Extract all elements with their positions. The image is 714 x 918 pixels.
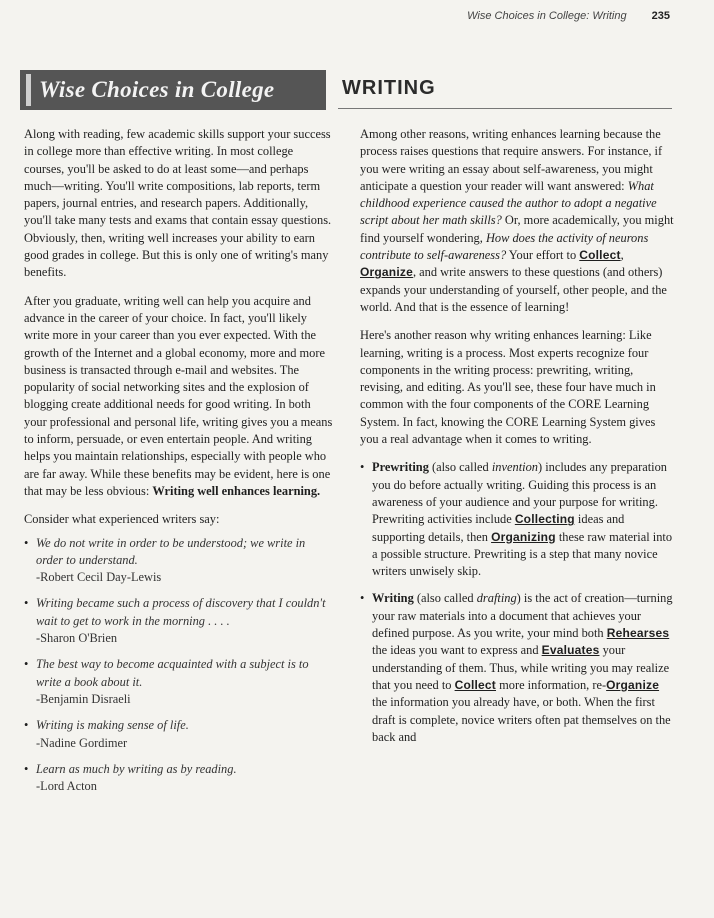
- core-term-organize: [360, 265, 413, 279]
- example-question: How does the activity of neurons contribute to self-awareness?: [360, 230, 649, 263]
- step-text: ) is the act of creation—turning your raw materials into a document that achieves your defined purpose. As you write, your mind both: [372, 591, 673, 641]
- example-question: What childhood experience caused the author to adopt a negative script about her math skills?: [360, 178, 657, 228]
- paragraph: Here's another reason why writing enhances learning: Like learning, writing is a process. Most experts recognize four components in the writing process: prewriting, writing, revising, and editing. As you'll see, these four have much in common with the four components of the CORE Learning System. In fact, knowing the CORE Learning System gives you a real advantage when it comes to writing.: [360, 328, 656, 447]
- step-term: Writing: [372, 591, 414, 606]
- step-text: (also called: [428, 460, 492, 475]
- right-column: [360, 126, 676, 756]
- banner-label: Wise Choices in College: [39, 77, 275, 102]
- quote-item: [24, 535, 334, 587]
- quote-author: -Benjamin Disraeli: [36, 691, 131, 706]
- core-term-rehearses: [607, 626, 670, 640]
- quote-text: • Learn as much by writing as by reading.: [36, 761, 237, 776]
- core-term-text: Collecting: [514, 512, 575, 527]
- core-term-collect: [455, 678, 496, 692]
- step-alt-term: invention: [491, 460, 538, 475]
- core-term-collecting: [515, 512, 575, 526]
- paragraph: Along with reading, few academic skills support your success in college more than effective writing. In most college courses, you'll be asked to do at least some—and perhaps much—writing. You'll write compositions, lab reports, term papers, journal entries, and research papers. Additionally, you'll take many tests and exams that contain essay questions. Obviously, then, writing well increases your ability to earn good grades in college. But this is only one of writing's many benefits.: [24, 127, 332, 280]
- running-head: [467, 10, 670, 22]
- quote-text: • Writing became such a process of discovery that I couldn't wait to get to work in the morning . . . .: [36, 596, 326, 628]
- core-term-organize: [606, 678, 659, 692]
- step-alt-term: drafting: [476, 591, 517, 606]
- banner-rule: [338, 108, 672, 109]
- banner-box: [20, 70, 326, 110]
- step-text: your understanding of them. Thus, while writing you may realize that you need to: [372, 643, 670, 692]
- quote-text: • The best way to become acquainted with a subject is to write a book about it.: [36, 657, 309, 689]
- step-text: more information, re-: [496, 677, 607, 692]
- quote-text: • Writing is making sense of life.: [36, 718, 189, 733]
- core-term-text: Rehearses: [606, 626, 670, 641]
- paragraph-text: Your effort to: [506, 248, 580, 263]
- core-term-collect: [579, 248, 620, 262]
- core-term-organizing: [491, 530, 556, 544]
- core-term-text: Organize: [606, 677, 660, 692]
- step-text: the ideas you want to express and: [372, 643, 542, 658]
- quote-item: [24, 761, 334, 796]
- quote-list: [24, 535, 334, 796]
- step-text: (also called: [413, 591, 477, 606]
- banner-topic: WRITING: [342, 77, 436, 99]
- core-term-text: Collect: [454, 677, 497, 692]
- paragraph: Consider what experienced writers say:: [24, 512, 220, 527]
- paragraph: [24, 293, 334, 501]
- running-title: Wise Choices in College: Writing: [467, 10, 627, 22]
- step-item-writing: [360, 590, 676, 746]
- quote-item: [24, 656, 334, 708]
- core-term-evaluates: [542, 643, 600, 657]
- paragraph-text: Or, more academically, you might find yourself wondering,: [360, 213, 674, 245]
- page-number: 235: [651, 10, 670, 22]
- quote-text: • We do not write in order to be understood; we write in order to understand.: [36, 535, 306, 567]
- step-text: ideas and supporting details, then: [372, 512, 625, 544]
- writing-steps-list: [360, 459, 676, 746]
- quote-item: [24, 717, 334, 752]
- paragraph: Among other reasons, writing enhances learning because the process raises questions that require answers. For instance, if you were writing an essay about self-awareness, you might anticipate a question your reader will want answered: What childhood experience caused the author to adopt a negative script about her math skills? Or, more academically, you might find yourself wondering, How does the activity of neurons contribute to self-awareness? Your effort to Collect, Organize, and write answers to these questions (and others) expands your understanding of yourself, other people, and the world. And that is the essence of learning!: [360, 127, 674, 314]
- core-term-text: Organizing: [491, 529, 556, 544]
- emphasis-text: Writing well enhances learning.: [152, 483, 321, 498]
- paragraph-text: , and write answers to these questions (and others) expands your understanding of yourself, other people, and the world. And that is the essence of learning!: [360, 265, 667, 314]
- core-term-text: Organize: [360, 265, 413, 280]
- quote-author: -Lord Acton: [36, 779, 97, 794]
- step-text: these raw material into a possible structure. Prewriting is a step that many novice writers unwisely skip.: [372, 529, 673, 579]
- paragraph-text: Among other reasons, writing enhances learning because the process raises questions that require answers. For instance, if you were writing an essay about self-awareness, you might anticipate a question your reader will want answered:: [360, 127, 663, 193]
- paragraph-text: After you graduate, writing well can help you acquire and advance in the career of your choice. In fact, you'll likely write more in your career than you ever expected. With the growth of the Internet and a global economy, more and more business is transacted through e-mail and websites. The popularity of social networking sites and the explosion of blogging create additional needs for good writing. In both your professional and personal life, writing gives you a means to inform, persuade, or even entertain people. And writing helps you maintain relationships, especially with people who are far away. While these benefits may be evident, here is one that may be less obvious:: [24, 293, 333, 498]
- step-text: the information you already have, or both. When the first draft is complete, novice writers often pat themselves on the back and: [372, 695, 671, 744]
- quote-author: -Nadine Gordimer: [36, 735, 128, 750]
- section-banner: [20, 70, 672, 110]
- quote-author: -Sharon O'Brien: [36, 631, 118, 646]
- step-text: ) includes any preparation you do before actually writing. Guiding this process is an awareness of your audience and your purpose for writing. Prewriting activities include: [372, 460, 667, 527]
- core-term-text: Evaluates: [541, 643, 600, 658]
- core-term-text: Collect: [579, 248, 621, 263]
- step-term: Prewriting: [372, 460, 429, 475]
- banner-accent-bar: [26, 74, 31, 106]
- quote-author: -Robert Cecil Day-Lewis: [36, 570, 162, 585]
- quote-item: [24, 595, 334, 647]
- left-column: [24, 126, 334, 804]
- step-item-prewriting: [360, 459, 676, 580]
